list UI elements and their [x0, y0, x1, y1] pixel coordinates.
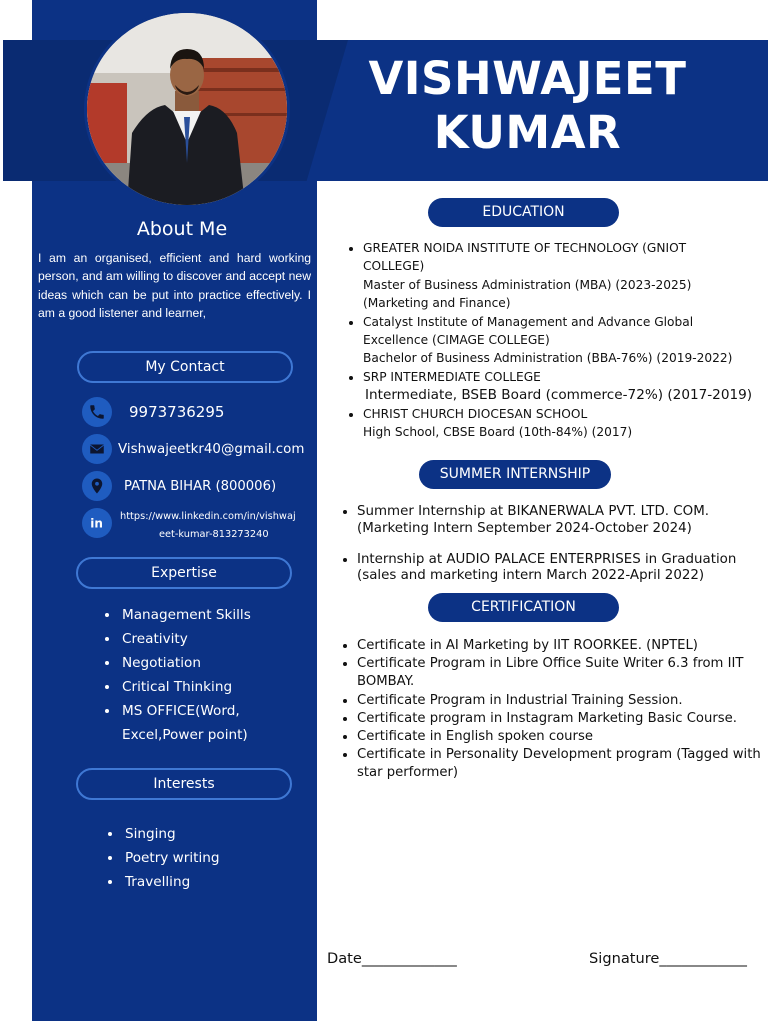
svg-text:in: in — [90, 516, 103, 531]
candidate-name — [340, 52, 715, 160]
internship-item — [357, 552, 768, 586]
contact-location — [82, 471, 276, 501]
contact-phone[interactable] — [82, 397, 224, 427]
linkedin-url — [120, 508, 296, 544]
about-text: I am an organised, efficient and hard working person, and am willing to discover and accept new ideas which can be put into practice effectively. I am a good listener and learner, — [38, 251, 311, 320]
internship-line: (sales and marketing intern March 2022-April 2022) — [357, 568, 705, 584]
expertise-item: • Management Skills — [120, 603, 251, 627]
linkedin-url-line-1: https://www.linkedin.com/in/vishwaj — [120, 511, 296, 522]
profile-photo — [84, 10, 290, 208]
first-name: VISHWAJEET — [368, 52, 687, 105]
expertise-list — [102, 603, 251, 747]
internship-line: (Marketing Intern September 2024-October 2024) — [357, 520, 692, 536]
certification-heading: CERTIFICATION — [428, 593, 619, 622]
expertise-item — [120, 699, 251, 747]
interests-heading — [76, 768, 292, 800]
education-entry — [363, 368, 768, 405]
signature-field: Signature____________ — [589, 950, 747, 967]
education-institute: COLLEGE) — [363, 259, 425, 274]
expertise-item-line: Excel,Power point) — [122, 727, 248, 743]
linkedin-url-line-2: eet-kumar-813273240 — [159, 529, 269, 540]
certification-item: • Certificate in AI Marketing by IIT ROORKEE. (NPTEL) — [357, 637, 768, 655]
education-institute: • Catalyst Institute of Management and Advance Global — [363, 314, 694, 329]
interest-item: • Travelling — [123, 870, 220, 894]
internship-heading: SUMMER INTERNSHIP — [419, 460, 611, 489]
education-detail: High School, CBSE Board (10th-84%) (2017) — [363, 425, 633, 440]
internship-item — [357, 504, 768, 538]
interests-list — [105, 822, 220, 894]
expertise-item-line: MS OFFICE(Word, — [122, 703, 240, 719]
internship-line: Internship at AUDIO PALACE ENTERPRISES in Graduation — [357, 551, 737, 567]
linkedin-icon — [82, 508, 112, 538]
education-detail: Intermediate, BSEB Board (commerce-72%) (2017-2019) — [365, 387, 753, 404]
expertise-heading — [76, 557, 292, 589]
date-field: Date_____________ — [327, 950, 457, 967]
certification-list — [335, 637, 768, 783]
education-detail: Bachelor of Business Administration (BBA-76%) (2019-2022) — [363, 351, 733, 366]
location-text: PATNA BIHAR (800006) — [124, 478, 277, 494]
education-entry — [363, 405, 768, 442]
expertise-heading-label: Expertise — [151, 565, 217, 581]
certification-item: • Certificate Program in Industrial Training Session. — [357, 692, 768, 710]
education-institute: • GREATER NOIDA INSTITUTE OF TECHNOLOGY (GNIOT — [363, 241, 687, 255]
education-entry — [363, 313, 768, 368]
certification-item: • Certificate in English spoken course — [357, 728, 768, 746]
certification-item: • Certificate in Personality Development program (Tagged with star performer) — [357, 746, 768, 782]
expertise-item: • Creativity — [120, 627, 251, 651]
certification-item: • Certificate program in Instagram Marketing Basic Course. — [357, 710, 768, 728]
internship-line: Summer Internship at BIKANERWALA PVT. LTD. COM. — [357, 504, 709, 519]
education-list — [345, 239, 768, 441]
education-heading: EDUCATION — [428, 198, 619, 227]
interests-heading-label: Interests — [153, 776, 215, 792]
phone-icon — [82, 397, 112, 427]
phone-number: 9973736295 — [129, 403, 225, 421]
profile-photo-illustration — [87, 13, 287, 205]
expertise-item: • Negotiation — [120, 651, 251, 675]
location-pin-icon — [82, 471, 112, 501]
interest-item: • Poetry writing — [123, 846, 220, 870]
interest-item: • Singing — [123, 822, 220, 846]
last-name: KUMAR — [433, 106, 622, 159]
education-institute: • SRP INTERMEDIATE COLLEGE — [363, 369, 541, 384]
mail-icon — [82, 434, 112, 464]
education-detail: Master of Business Administration (MBA) (2023-2025) — [363, 277, 692, 292]
internship-list — [335, 504, 768, 599]
education-institute: • CHRIST CHURCH DIOCESAN SCHOOL — [363, 406, 588, 421]
certification-item: • Certificate Program in Libre Office Suite Writer 6.3 from IIT BOMBAY. — [357, 655, 768, 691]
education-detail: (Marketing and Finance) — [363, 296, 511, 311]
education-entry — [363, 239, 768, 313]
expertise-item: • Critical Thinking — [120, 675, 251, 699]
contact-linkedin[interactable] — [82, 508, 296, 544]
contact-email[interactable] — [82, 434, 304, 464]
email-address: Vishwajeetkr40@gmail.com — [118, 441, 305, 457]
education-institute: Excellence (CIMAGE COLLEGE) — [363, 333, 550, 348]
contact-heading-label: My Contact — [145, 359, 225, 375]
contact-heading — [77, 351, 293, 383]
about-title: About Me — [136, 218, 228, 240]
